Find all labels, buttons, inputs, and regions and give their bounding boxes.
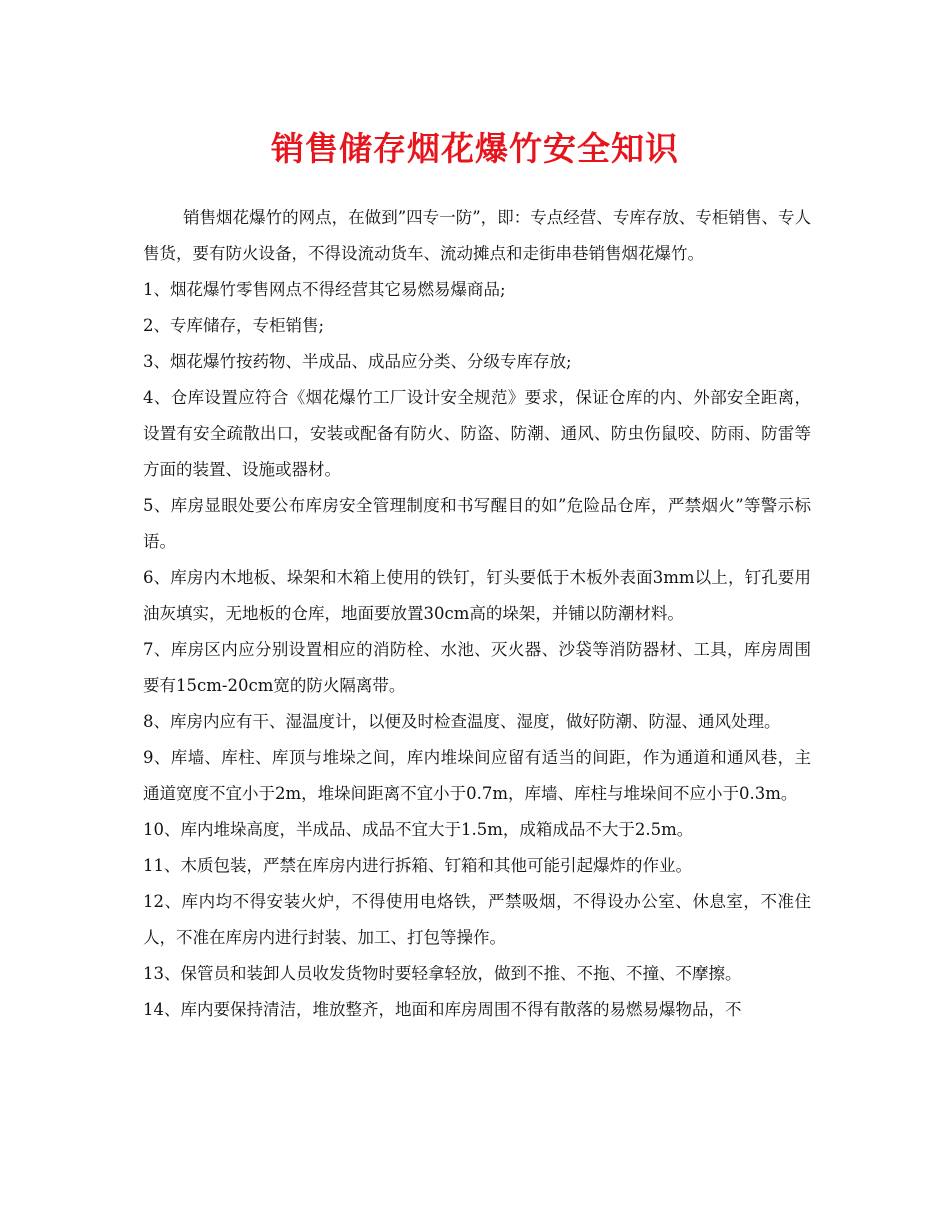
list-item: 12、库内均不得安装火炉，不得使用电烙铁，严禁吸烟，不得设办公室、休息室，不准住人，不准在库房内进行封装、加工、打包等操作。 (143, 892, 811, 947)
list-item: 6、库房内木地板、垛架和木箱上使用的铁钉，钉头要低于木板外表面3mm以上，钉孔要用油灰填实，无地板的仓库，地面要放置30cm高的垛架，并铺以防潮材料。 (143, 568, 811, 623)
list-item: 9、库墙、库柱、库顶与堆垛之间，库内堆垛间应留有适当的间距，作为通道和通风巷，主通道宽度不宜小于2m，堆垛间距离不宜小于0.7m，库墙、库柱与堆垛间不应小于0.3m。 (143, 748, 811, 803)
document-title: 销售储存烟花爆竹安全知识 (271, 129, 679, 168)
list-item: 8、库房内应有干、湿温度计，以便及时检查温度、湿度，做好防潮、防湿、通风处理。 (143, 712, 781, 731)
list-item: 14、库内要保持清洁，堆放整齐，地面和库房周围不得有散落的易燃易爆物品，不 (143, 1000, 742, 1019)
list-item: 1、烟花爆竹零售网点不得经营其它易燃易爆商品; (143, 280, 506, 299)
list-item: 7、库房区内应分别设置相应的消防栓、水池、灭火器、沙袋等消防器材、工具，库房周围要有15cm-20cm宽的防火隔离带。 (143, 640, 811, 695)
list-item: 2、专库储存，专柜销售; (143, 316, 325, 335)
list-item: 3、烟花爆竹按药物、半成品、成品应分类、分级专库存放; (143, 352, 572, 371)
list-item: 11、木质包装，严禁在库房内进行拆箱、钉箱和其他可能引起爆炸的作业。 (143, 856, 692, 875)
list-item: 4、仓库设置应符合《烟花爆竹工厂设计安全规范》要求，保证仓库的内、外部安全距离，设置有安全疏散出口，安装或配备有防火、防盗、防潮、通风、防虫伤鼠咬、防雨、防雷等方面的装置、设施或器材。 (143, 388, 811, 479)
list-item: 10、库内堆垛高度，半成品、成品不宜大于1.5m，成箱成品不大于2.5m。 (143, 820, 694, 839)
list-item: 13、保管员和装卸人员收发货物时要轻拿轻放，做到不推、不拖、不撞、不摩擦。 (143, 964, 742, 983)
list-item: 5、库房显眼处要公布库房安全管理制度和书写醒目的如”危险品仓库，严禁烟火”等警示标语。 (143, 496, 811, 551)
intro-paragraph: 销售烟花爆竹的网点，在做到”四专一防”，即：专点经营、专库存放、专柜销售、专人售货，要有防火设备，不得设流动货车、流动摊点和走街串巷销售烟花爆竹。 (143, 208, 811, 263)
document-body (143, 200, 811, 1028)
